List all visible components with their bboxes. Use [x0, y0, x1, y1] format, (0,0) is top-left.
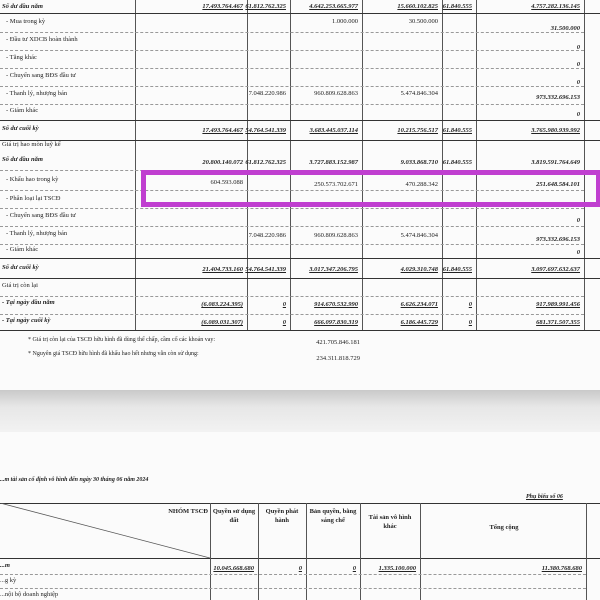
cell: 6.186.445.729	[400, 319, 438, 326]
row-label-res-closing: - Tại ngày cuối kỳ	[2, 317, 51, 324]
cell: 17.493.764.467	[202, 127, 243, 134]
col-header: Tài sản vô hình khác	[368, 514, 412, 530]
row-label-to-investment: - Chuyển sang BĐS đầu tư	[6, 72, 76, 79]
cell: 3.097.697.632.637	[531, 266, 580, 273]
row-dash	[0, 244, 584, 245]
cell: 0	[352, 565, 356, 572]
note: * Giá trị còn lại của TSCĐ hữu hình đã dùng thế chấp, cầm cố các khoản vay:	[28, 337, 216, 343]
row-label-dep-in-period: - Khấu hao trong kỳ	[6, 176, 59, 183]
cell: 0	[576, 79, 580, 86]
cell: 973.332.696.153	[536, 94, 580, 101]
cell: 31.500.000	[550, 25, 580, 32]
row-dash	[0, 574, 586, 575]
row-label-reclass: - Phân loại lại TSCĐ	[6, 195, 61, 202]
cell: 17.493.764.467	[202, 3, 243, 10]
col-divider	[210, 503, 211, 600]
cell: 61.840.555	[442, 127, 472, 134]
bottom-title: ...m tài sản cố định vô hình đến ngày 30 tháng 06 năm 2024	[0, 477, 149, 483]
cell: 61.840.555	[442, 3, 472, 10]
appendix-label: Phụ biểu số 06	[526, 494, 563, 500]
cell: 9.033.868.710	[400, 159, 438, 166]
row-label-other-dec: - Giảm khác	[6, 107, 39, 114]
cell: 7.048.220.986	[248, 232, 286, 239]
row-label-xdcb: - Đầu tư XDCB hoàn thành	[6, 36, 78, 43]
col-divider	[420, 503, 421, 600]
cell: 960.809.628.863	[314, 232, 358, 239]
col-header: Quyền phát hành	[265, 508, 299, 524]
cell: 3.683.445.037.114	[309, 127, 358, 134]
cell: 960.809.628.863	[314, 90, 358, 97]
note: * Nguyên giá TSCĐ hữu hình đã khấu hao hết nhưng vẫn còn sử dụng:	[28, 351, 199, 357]
cell: 10.215.756.517	[397, 127, 438, 134]
row-label: ...nội bộ doanh nghiệp	[0, 591, 59, 598]
cell: (6.083.224.395)	[201, 301, 243, 308]
row-label: ...m	[0, 562, 10, 569]
row-label-dep-closing: Số dư cuối kỳ	[2, 264, 39, 271]
highlight-box	[141, 170, 600, 207]
cell: (6.089.031.307)	[201, 319, 243, 326]
cell: 0	[468, 301, 472, 308]
cell: 3.819.591.764.649	[531, 159, 580, 166]
row-label-residual: Giá trị còn lại	[2, 282, 38, 289]
row-rule	[0, 120, 600, 121]
cell: 0	[576, 44, 580, 51]
cell: 61.812.762.325	[245, 159, 286, 166]
page-gap	[0, 390, 600, 432]
row-label-closing: Số dư cuối kỳ	[2, 125, 39, 132]
cell: 61.840.555	[442, 159, 472, 166]
col-divider	[306, 503, 307, 600]
row-dash	[0, 588, 586, 589]
group-header: NHÓM TSCĐ	[168, 508, 208, 515]
row-label: ...g kỳ	[0, 577, 17, 584]
cell: 4.642.253.665.977	[309, 3, 358, 10]
row-label-dep-opening: Số dư đầu năm	[2, 156, 43, 163]
cell: 0	[468, 319, 472, 326]
row-rule	[0, 278, 600, 279]
cell: 250.573.702.671	[314, 181, 358, 188]
cell: 5.474.846.304	[400, 90, 438, 97]
cell: 470.288.342	[405, 181, 438, 188]
note-value: 421.705.846.181	[316, 339, 360, 346]
cell: 54.764.541.339	[245, 127, 286, 134]
row-dash	[0, 314, 584, 315]
col-divider	[586, 503, 587, 600]
cell: 1.000.000	[332, 18, 358, 25]
cell: 604.593.088	[210, 179, 243, 186]
cell: 61.840.555	[442, 266, 472, 273]
cell: 15.660.102.825	[397, 3, 438, 10]
col-header: Quyền sử dụng đất	[212, 508, 256, 524]
row-label-dep-liquidation: - Thanh lý, nhượng bán	[6, 230, 68, 237]
row-rule	[0, 140, 600, 141]
cell: 0	[576, 61, 580, 68]
cell: 0	[282, 301, 286, 308]
col-header: Bản quyền, bằng sáng chế	[309, 508, 357, 524]
table-rule	[0, 558, 600, 559]
row-rule	[0, 330, 600, 331]
row-label-purchase: - Mua trong kỳ	[6, 18, 46, 25]
row-label-dep-to-investment: - Chuyển sang BĐS đầu tư	[6, 212, 76, 219]
cell: 0	[576, 111, 580, 118]
row-rule	[0, 13, 600, 14]
cell: 917.989.991.456	[536, 301, 580, 308]
cell: 61.812.762.325	[245, 3, 286, 10]
cell: 3.017.347.206.795	[309, 266, 358, 273]
cell: 4.029.310.748	[400, 266, 438, 273]
col-divider	[360, 503, 361, 600]
cell: 666.097.830.319	[314, 319, 358, 326]
cell: 11.380.768.680	[541, 565, 582, 572]
cell: 1.335.100.000	[378, 565, 416, 572]
cell: 251.648.584.101	[536, 181, 580, 188]
cell: 10.045.668.680	[213, 565, 254, 572]
note-value: 234.311.818.729	[316, 355, 360, 362]
cell: 5.474.846.304	[400, 232, 438, 239]
row-label-dep-header: Giá trị hao mòn luỹ kế	[2, 141, 61, 148]
cell: 4.757.282.136.145	[531, 3, 580, 10]
row-label-liquidation: - Thanh lý, nhượng bán	[6, 90, 68, 97]
cell: 0	[298, 565, 302, 572]
row-dash	[0, 296, 584, 297]
row-label-dep-other-dec: - Giảm khác	[6, 246, 39, 253]
cell: 21.404.733.160	[202, 266, 243, 273]
col-header: Tổng cộng	[489, 524, 519, 531]
cell: 0	[282, 319, 286, 326]
cell: 54.764.541.339	[245, 266, 286, 273]
cell: 0	[576, 249, 580, 256]
row-label-opening: Số dư đầu năm	[2, 3, 43, 10]
cell: 6.626.234.071	[400, 301, 438, 308]
row-rule	[0, 258, 600, 259]
col-divider	[584, 0, 585, 330]
cell: 973.332.696.153	[536, 236, 580, 243]
cell: 914.670.532.990	[314, 301, 358, 308]
cell: 7.048.220.986	[248, 90, 286, 97]
cell: 0	[576, 217, 580, 224]
col-divider	[258, 503, 259, 600]
row-label-other-inc: - Tăng khác	[6, 54, 37, 61]
cell: 3.765.980.939.992	[531, 127, 580, 134]
row-dash	[0, 104, 584, 105]
cell: 20.800.140.072	[202, 159, 243, 166]
cell: 681.371.507.355	[536, 319, 580, 326]
row-dash	[0, 208, 584, 209]
row-dash	[0, 226, 584, 227]
cell: 3.727.883.152.987	[309, 159, 358, 166]
cell: 30.500.000	[408, 18, 438, 25]
row-label-res-opening: - Tại ngày đầu năm	[2, 299, 55, 306]
